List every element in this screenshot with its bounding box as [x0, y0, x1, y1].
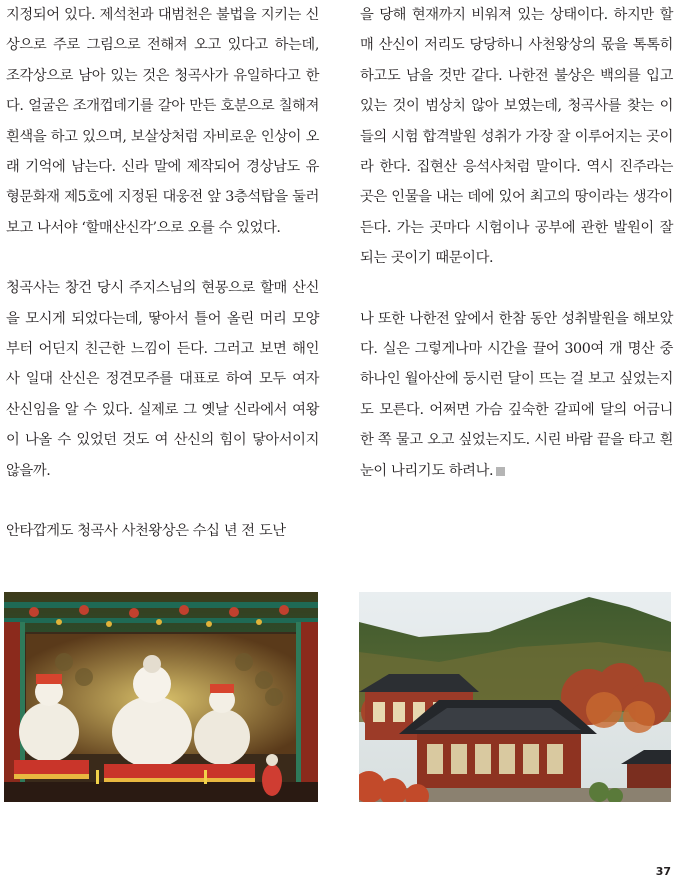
paragraph: 지정되어 있다. 제석천과 대범천은 불법을 지키는 신상으로 주로 그림으로 전해져 오고 있다고 하는데, 조각상으로 남아 있는 것은 청곡사가 유일하다고 한다. 얼굴은 조개껍데기를 갈아 만든 호분으로 칠해져 흰색을 하고 있으며, 보살상처럼 자비로운 인상이 오래 기억에 남는다. 신라 말에 제작되어 경상남도 유형문화재 제5호에 지정된 대웅전 앞 3층석탑을 둘러보고 나서야 ‘할매산신각’으로 오를 수 있었다.: [6, 7, 319, 236]
paragraph-text: 나 또한 나한전 앞에서 한참 동안 성취발원을 해보았다. 실은 그렇게나마 시간을 끌어 300여 개 명산 중 하나인 월아산에 둥시런 달이 뜨는 걸 보고 싶었는지도 모른다. 어쩌면 가슴 깊숙한 갈피에 달의 어금니 한 쪽 물고 오고 싶었는지도. 시린 바람 끝을 타고 흰 눈이 나리기도 하려나.: [360, 310, 673, 479]
right-text-column: [360, 0, 673, 486]
end-of-article-mark: [496, 467, 505, 476]
paragraph-gap: [6, 486, 319, 516]
paragraph-last: [360, 304, 673, 486]
cheonggoksa-temple-exterior-photo: [359, 592, 671, 802]
paragraph: 안타깝게도 청곡사 사천왕상은 수십 년 전 도난: [6, 523, 286, 540]
paragraph-gap: [6, 243, 319, 273]
left-text-column: [6, 0, 319, 547]
temple-interior-buddha-statues-photo: [4, 592, 318, 802]
paragraph-gap: [360, 274, 673, 304]
paragraph: 을 당해 현재까지 비워져 있는 상태이다. 하지만 할매 산신이 저리도 당당하니 사천왕상의 몫을 톡톡히 하고도 남을 것만 같다. 나한전 불상은 백의를 입고 있는 것이 범상치 않아 보였는데, 청곡사를 찾는 이들의 시험 합격발원 성취가 가장 잘 이루어지는 곳이라 한다. 집현산 응석사처럼 말이다. 역시 진주라는 곳은 인물을 내는 데에 있어 최고의 땅이라는 생각이 든다. 가는 곳마다 시험이나 공부에 관한 발원이 잘되는 곳이기 때문이다.: [360, 7, 673, 267]
paragraph: 청곡사는 창건 당시 주지스님의 현몽으로 할매 산신을 모시게 되었다는데, 땋아서 틀어 올린 머리 모양부터 어딘지 친근한 느낌이 든다. 그러고 보면 해인사 일대 산신은 정견모주를 대표로 하여 모두 여자 산신임을 알 수 있다. 실제로 그 옛날 신라에서 여왕이 나올 수 있었던 것도 여 산신의 힘이 닿아서이지 않을까.: [6, 280, 319, 479]
page-number: 37: [655, 865, 671, 878]
